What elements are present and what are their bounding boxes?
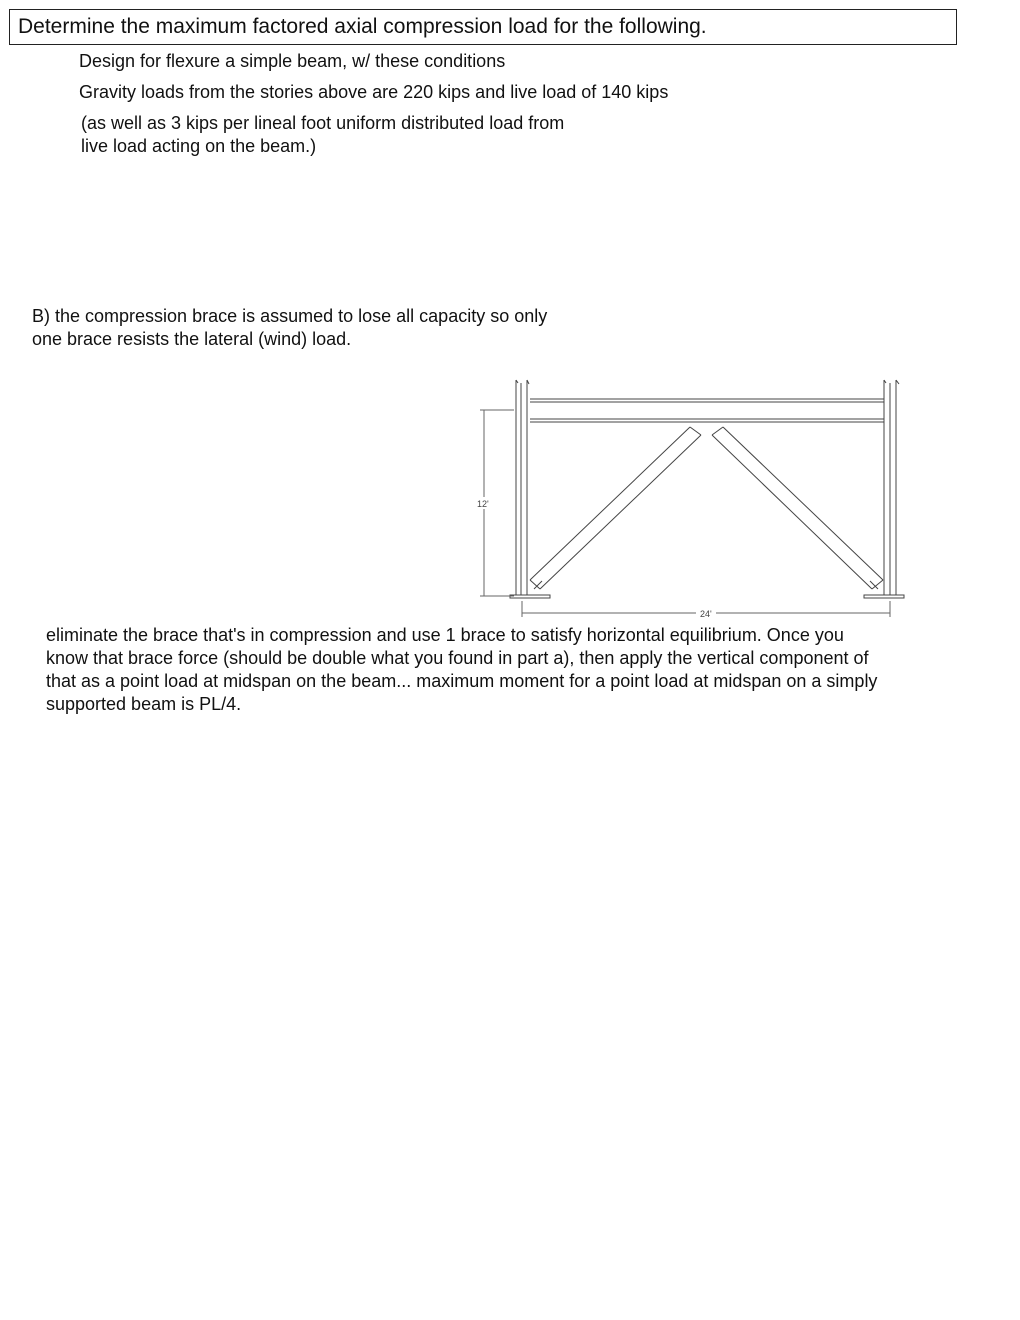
part-b-line-1: B) the compression brace is assumed to lose all capacity so only	[32, 306, 548, 326]
note-line-2: know that brace force (should be double what you found in part a), then apply the vertical component of	[46, 648, 869, 668]
problem-title: Determine the maximum factored axial compression load for the following.	[9, 9, 957, 45]
intro-line-1: Design for flexure a simple beam, w/ these conditions	[79, 51, 506, 71]
base-plate-left	[510, 595, 550, 598]
left-brace	[530, 427, 701, 589]
note-line-4: supported beam is PL/4.	[46, 694, 242, 714]
intro-line-4: live load acting on the beam.)	[81, 136, 317, 156]
right-column	[884, 380, 899, 595]
braced-frame-diagram	[470, 375, 915, 625]
base-plate-right	[864, 595, 904, 598]
left-column	[516, 380, 529, 595]
part-b-line-2: one brace resists the lateral (wind) load.	[32, 329, 352, 349]
beam	[530, 399, 884, 422]
intro-line-2: Gravity loads from the stories above are 220 kips and live load of 140 kips	[79, 82, 669, 102]
span-label: 24'	[700, 609, 712, 619]
height-label: 12'	[477, 499, 489, 509]
note-line-1: eliminate the brace that's in compression and use 1 brace to satisfy horizontal equilibrium. Once you	[46, 625, 844, 645]
note-line-3: that as a point load at midspan on the beam... maximum moment for a point load at midspan on a simply	[46, 671, 878, 691]
right-brace	[712, 427, 883, 589]
intro-line-3: (as well as 3 kips per lineal foot uniform distributed load from	[81, 113, 565, 133]
